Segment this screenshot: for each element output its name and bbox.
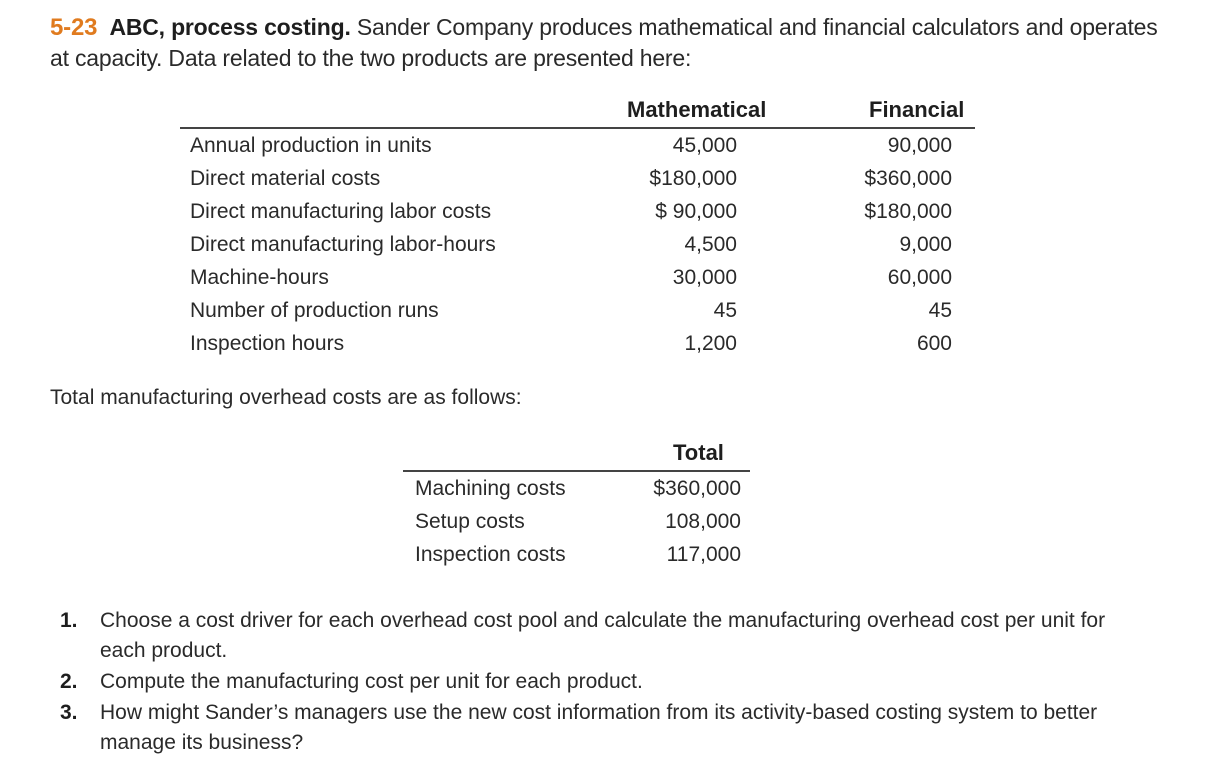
table-row (190, 134, 960, 167)
financial-value: 9,000 (899, 233, 952, 256)
row-label: Direct material costs (190, 167, 381, 190)
table-row (190, 299, 960, 332)
financial-value: 45 (928, 299, 952, 322)
table-row (190, 200, 960, 233)
cost-pool-total: 108,000 (665, 510, 741, 533)
question-number: 1. (60, 609, 78, 632)
question-number: 2. (60, 670, 78, 693)
mathematical-value: 45 (713, 299, 737, 322)
row-label: Annual production in units (190, 134, 432, 157)
column-header-financial: Financial (869, 97, 965, 122)
problem-intro-text: Sander Company produces mathematical and financial calculators and operates at capacity. Data related to the two products are presented here: (50, 14, 1158, 71)
question-text: Compute the manufacturing cost per unit for each product. (100, 670, 643, 693)
mathematical-value: 1,200 (684, 332, 737, 355)
table-row (415, 543, 741, 576)
overhead-table-rule (403, 470, 750, 472)
cost-pool-label: Setup costs (415, 510, 525, 533)
row-label: Direct manufacturing labor costs (190, 200, 492, 223)
mathematical-value: 4,500 (684, 233, 737, 256)
table-row (415, 510, 741, 543)
row-label: Number of production runs (190, 299, 439, 322)
table-row (190, 266, 960, 299)
cost-pool-label: Inspection costs (415, 543, 566, 566)
financial-value: 90,000 (887, 134, 952, 157)
column-header-total: Total (673, 440, 724, 465)
problem-intro (50, 12, 1170, 73)
row-label: Inspection hours (190, 332, 345, 355)
financial-value: $360,000 (864, 167, 952, 190)
table-row (190, 332, 960, 365)
row-label: Machine-hours (190, 266, 329, 289)
financial-value: 600 (916, 332, 952, 355)
question-number: 3. (60, 701, 78, 724)
table-row (415, 477, 741, 510)
financial-value: $180,000 (864, 200, 952, 223)
table-row (190, 167, 960, 200)
question-item (60, 667, 1140, 697)
mathematical-value: 30,000 (672, 266, 737, 289)
mathematical-value: $180,000 (649, 167, 737, 190)
question-text: How might Sander’s managers use the new cost information from its activity-based costing system to better manage its business? (100, 701, 1098, 754)
row-label: Direct manufacturing labor-hours (190, 233, 496, 256)
cost-pool-total: 117,000 (666, 543, 741, 566)
question-text: Choose a cost driver for each overhead cost pool and calculate the manufacturing overhead cost per unit for each product. (100, 609, 1106, 662)
table-row (190, 233, 960, 266)
question-item (60, 606, 1140, 666)
table-header-rule (180, 127, 975, 129)
cost-pool-label: Machining costs (415, 477, 566, 500)
mathematical-value: $ 90,000 (655, 200, 737, 223)
cost-pool-total: $360,000 (653, 477, 741, 500)
mathematical-value: 45,000 (672, 134, 737, 157)
financial-value: 60,000 (887, 266, 952, 289)
overhead-intro-text: Total manufacturing overhead costs are as follows: (50, 386, 522, 409)
column-header-mathematical: Mathematical (627, 97, 767, 122)
problem-title: ABC, process costing. (109, 14, 351, 40)
question-item (60, 698, 1140, 758)
problem-number: 5-23 (50, 14, 98, 41)
